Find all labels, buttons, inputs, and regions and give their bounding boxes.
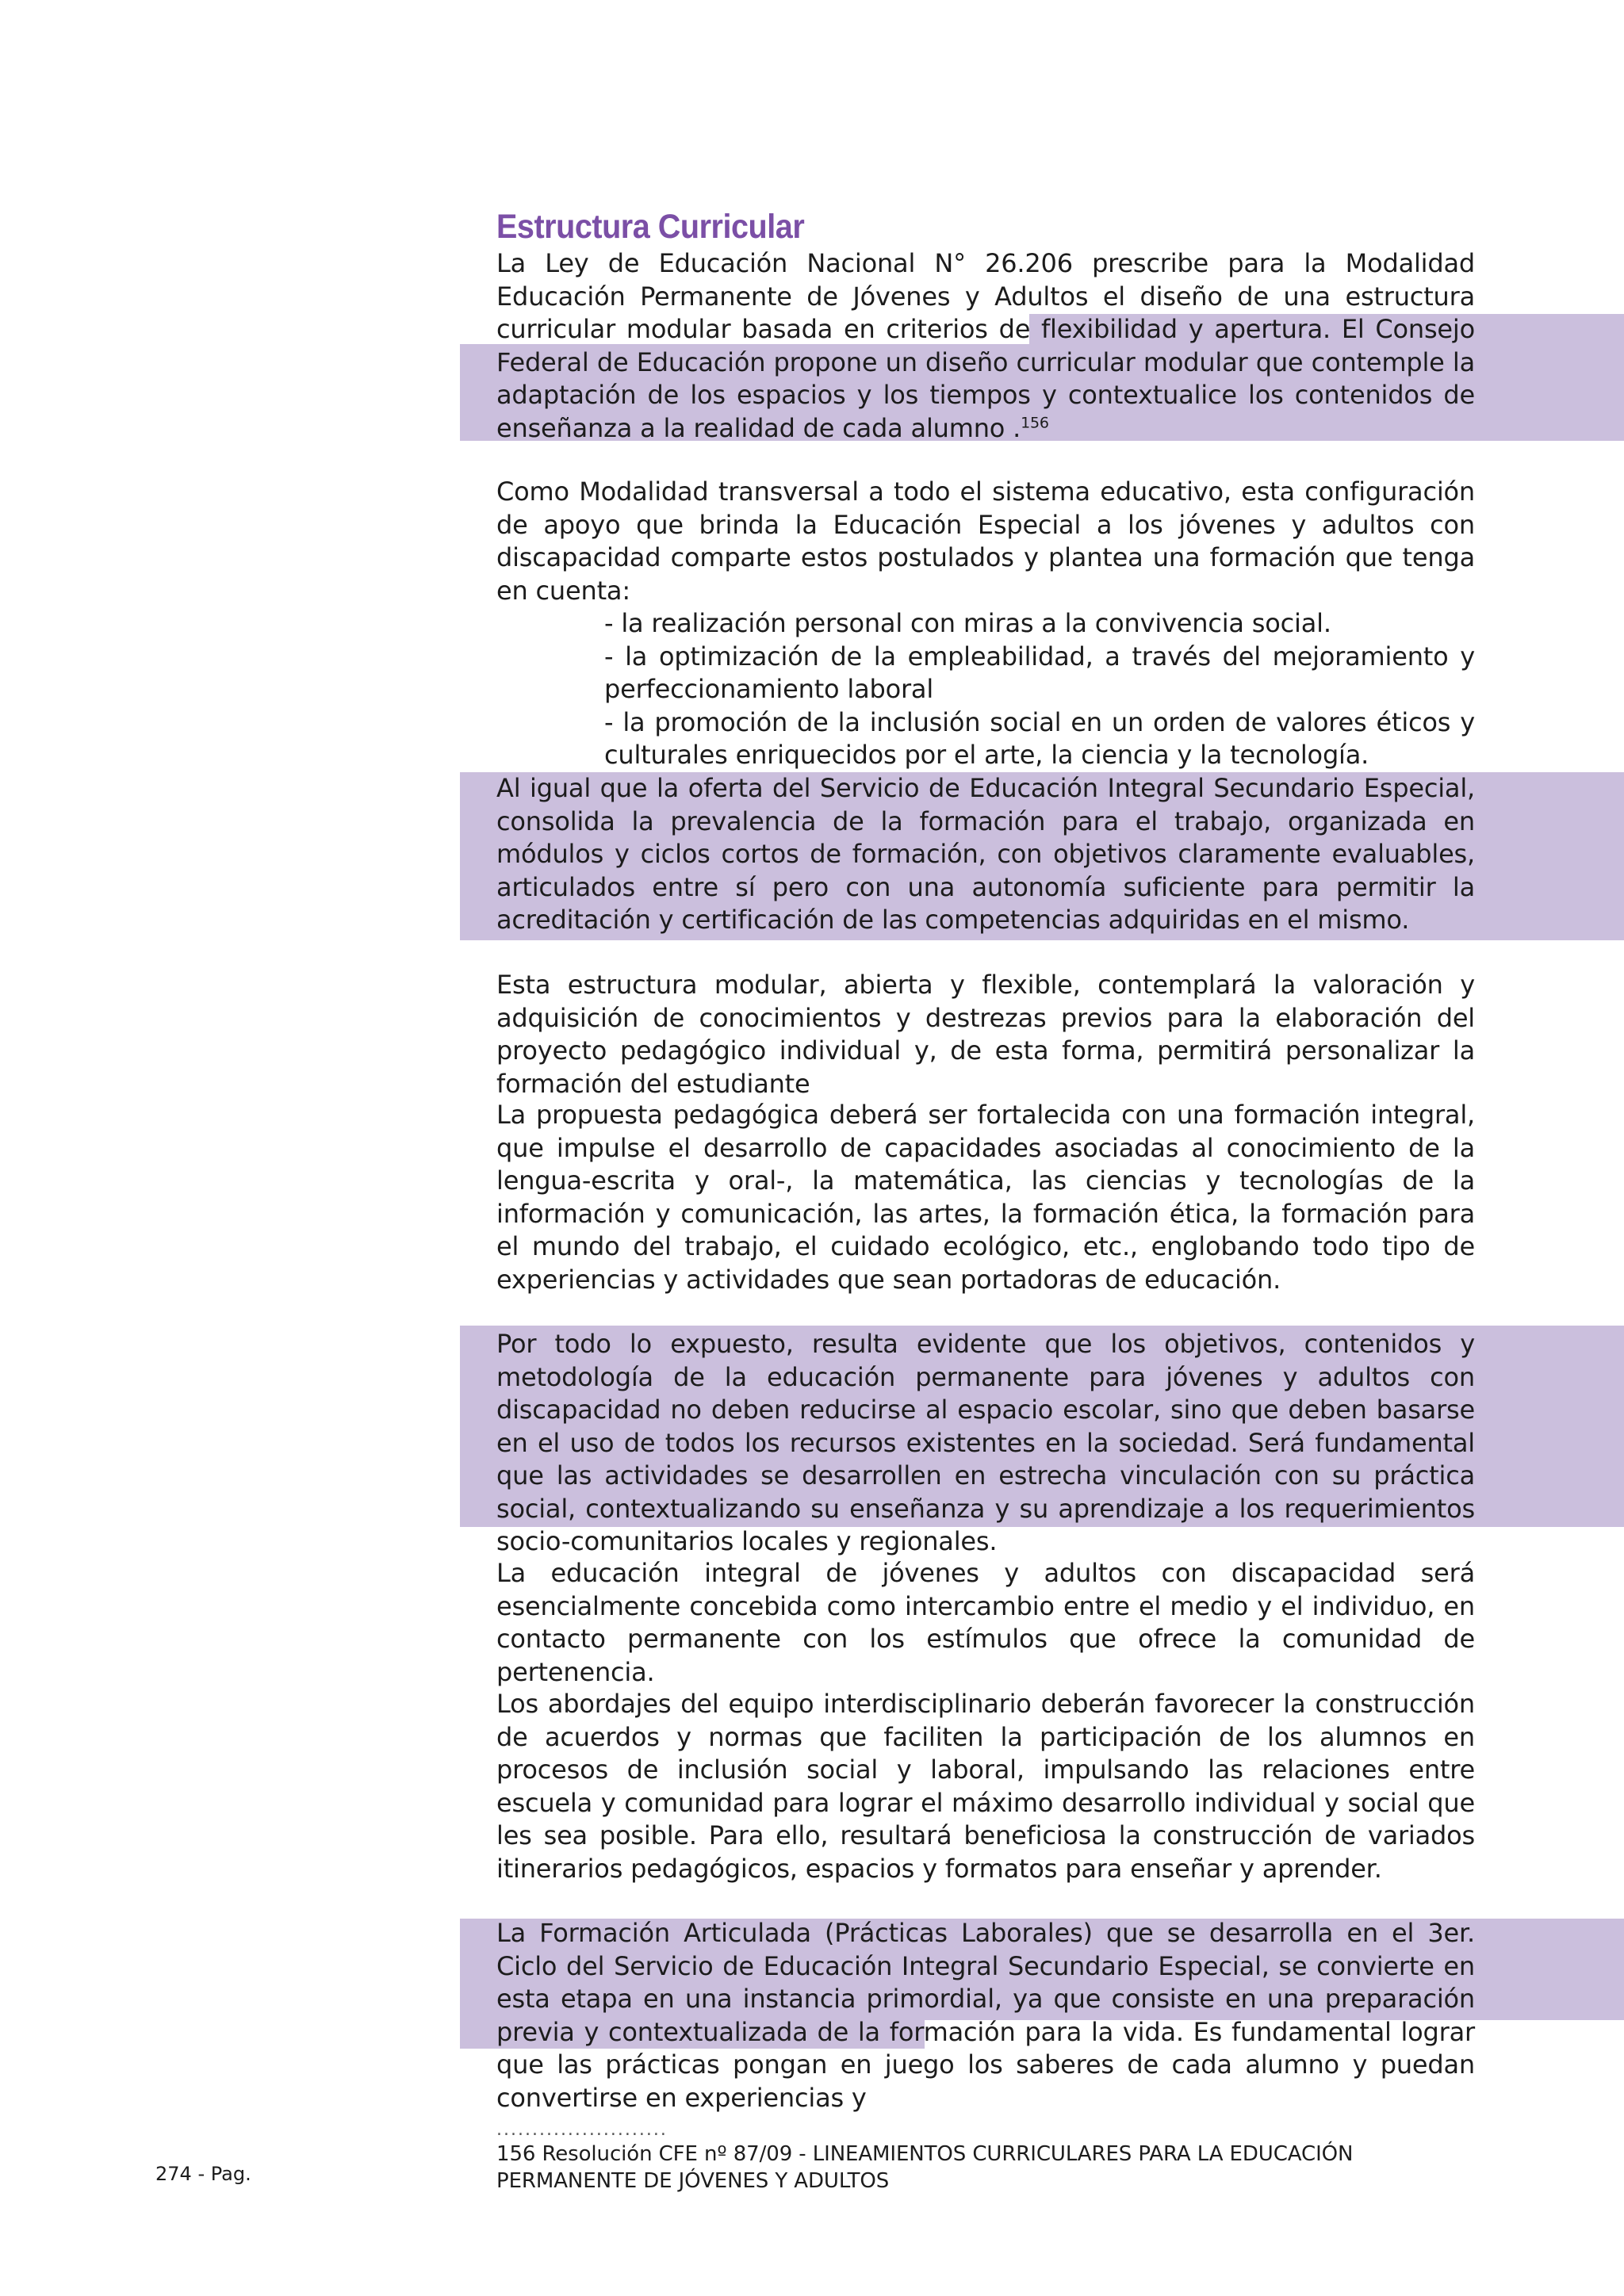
paragraph-3 [496,772,1475,937]
paragraph-8-text: Los abordajes del equipo interdisciplinario deberán favorecer la construcción de acuerdos y normas que faciliten la participación de los alumnos en procesos de inclusión social y laboral, impulsando las relaciones entre escuela y comunidad para lograr el máximo desarrollo individual y social que les sea posible. Para ello, resultará beneficiosa la construcción de variados itinerarios pedagógicos, espacios y formatos para enseñar y aprender. [496,1689,1475,1884]
paragraph-7-text: La educación integral de jóvenes y adultos con discapacidad será esencialmente concebida como intercambio entre el medio y el individuo, en contacto permanente con los estímulos que ofrece la comunidad de pertenencia. [496,1558,1475,1687]
paragraph-9 [496,1917,1475,2114]
list-item: - la realización personal con miras a la convivencia social. [604,608,1331,638]
paragraph-5 [496,1099,1475,1296]
paragraph-9-text: Es fundamental lograr que las prácticas pongan en juego los saberes de cada alumno y puedan convertirse en experiencias y [496,2016,1475,2113]
paragraph-7 [496,1557,1475,1689]
list-item: - la optimización de la empleabilidad, a través del mejoramiento y perfeccionamiento laboral [604,641,1475,704]
page-number: 274 - Pag. [155,2163,251,2185]
paragraph-1-highlight: El Consejo Federal de Educación propone un diseño curricular modular que contemple la adaptación de los espacios y los tiempos y contextualice los contenidos de enseñanza a la realidad de cada alumno . [496,314,1475,443]
paragraph-4 [496,969,1475,1100]
paragraph-8 [496,1688,1475,1885]
paragraph-9-highlight: La Formación Articulada (Prácticas Laborales) que se desarrolla en el 3er. Ciclo del Servicio de Educación Integral Secundario Especial, se convierte en esta etapa en una instancia primordial, ya que consiste en una preparación previa y contextualizada de la formación para la vida. [496,1918,1475,2047]
list-item: - la promoción de la inclusión social en un orden de valores éticos y culturales enriquecidos por el arte, la ciencia y la tecnología. [604,706,1475,770]
footnote-ref[interactable]: 156 [1021,413,1049,431]
page-title: Estructura Curricular [496,208,805,246]
paragraph-2 [496,476,1475,772]
footnote-separator: ........................ [496,2120,668,2140]
paragraph-1-text: La Ley de Educación Nacional N° 26.206 prescribe para la Modalidad Educación Permanente de Jóvenes y Adultos el diseño de una estructura curricular modular basada en criterios de flexibilidad y apertura. [496,248,1475,344]
paragraph-1 [496,247,1475,445]
footnote: 156 Resolución CFE nº 87/09 - LINEAMIENTOS CURRICULARES PARA LA EDUCACIÓN PERMANENTE DE JÓVENES Y ADULTOS [496,2142,1354,2193]
paragraph-6 [496,1328,1475,1559]
paragraph-4-text: Esta estructura modular, abierta y flexible, contemplará la valoración y adquisición de conocimientos y destrezas previos para la elaboración del proyecto pedagógico individual y, de esta forma, permitirá personalizar la formación del estudiante [496,970,1475,1099]
paragraph-6-text: Por todo lo expuesto, resulta evidente que los objetivos, contenidos y metodología de la educación permanente para jóvenes y adultos con discapacidad no deben reducirse al espacio escolar, sino que deben basarse en el uso de todos los recursos existentes en la sociedad. Será fundamental que las actividades se desarrollen en estrecha vinculación con su práctica social, contextualizando su enseñanza y su aprendizaje a los requerimientos socio-comunitarios locales y regionales. [496,1329,1475,1556]
paragraph-2-text: Como Modalidad transversal a todo el sistema educativo, esta configuración de apoyo que brinda la Educación Especial a los jóvenes y adultos con discapacidad comparte estos postulados y plantea una formación que tenga en cuenta: [496,476,1475,606]
paragraph-5-text: La propuesta pedagógica deberá ser fortalecida con una formación integral, que impulse el desarrollo de capacidades asociadas al conocimiento de la lengua-escrita y oral-, la matemática, las ciencias y tecnologías de la información y comunicación, las artes, la formación ética, la formación para el mundo del trabajo, el cuidado ecológico, etc., englobando todo tipo de experiencias y actividades que sean portadoras de educación. [496,1100,1475,1295]
paragraph-3-text: Al igual que la oferta del Servicio de Educación Integral Secundario Especial, consolida la prevalencia de la formación para el trabajo, organizada en módulos y ciclos cortos de formación, con objetivos claramente evaluables, articulados entre sí pero con una autonomía suficiente para permitir la acreditación y certificación de las competencias adquiridas en el mismo. [496,773,1475,935]
